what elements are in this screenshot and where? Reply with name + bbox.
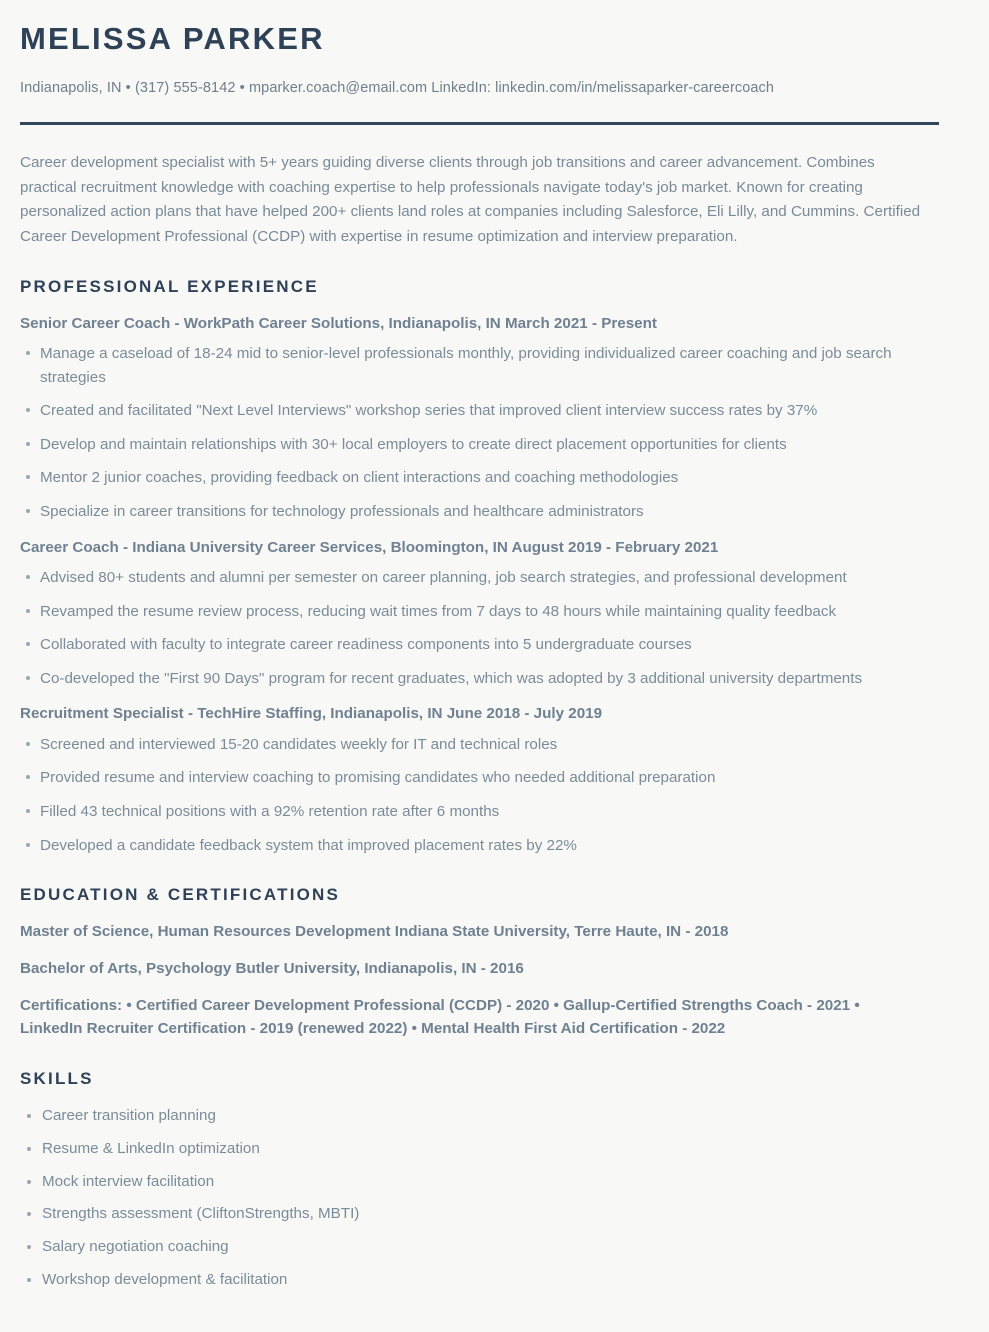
section-education-certifications [20,885,939,1041]
experience-entry [20,538,939,691]
list-item: Resume & LinkedIn optimization [20,1138,939,1161]
list-item: Strengths assessment (CliftonStrengths, MBTI) [20,1203,939,1226]
list-item: Salary negotiation coaching [20,1236,939,1259]
list-item: Co-developed the "First 90 Days" program for recent graduates, which was adopted by 3 additional university departments [20,667,939,691]
list-item: Career transition planning [20,1105,939,1128]
list-item: Provided resume and interview coaching to promising candidates who needed additional preparation [20,766,939,790]
section-professional-experience [20,277,939,857]
list-item: Mock interview facilitation [20,1171,939,1194]
experience-entry [20,314,939,524]
list-item: Advised 80+ students and alumni per semester on career planning, job search strategies, and professional development [20,566,939,590]
job-bullet-list [20,342,939,523]
list-item: Filled 43 technical positions with a 92% retention rate after 6 months [20,800,939,824]
list-item: Develop and maintain relationships with 30+ local employers to create direct placement opportunities for clients [20,433,939,457]
section-title-education: EDUCATION & CERTIFICATIONS [20,885,341,905]
list-item: Manage a caseload of 18-24 mid to senior-level professionals monthly, providing individualized career coaching and job search strategies [20,342,939,389]
section-title-skills: SKILLS [20,1068,94,1088]
list-item: Created and facilitated "Next Level Interviews" workshop series that improved client interview success rates by 37% [20,399,939,423]
list-item: Screened and interviewed 15-20 candidates weekly for IT and technical roles [20,733,939,757]
education-entry: Master of Science, Human Resources Development Indiana State University, Terre Haute, IN - 2018 [20,923,729,941]
list-item: Mentor 2 junior coaches, providing feedback on client interactions and coaching methodologies [20,466,939,490]
experience-entry [20,704,939,857]
list-item: Collaborated with faculty to integrate career readiness components into 5 undergraduate courses [20,633,939,657]
section-skills [20,1069,939,1292]
professional-summary: Career development specialist with 5+ years guiding diverse clients through job transitions and career advancement. Combines practical recruitment knowledge with coaching expertise to help professionals navigate today's job market. Known for creating personalized action plans that have helped 200+ clients land roles at companies including Salesforce, Eli Lilly, and Cummins. Certified Career Development Professional (CCDP) with expertise in resume optimization and interview preparation. [20,154,921,245]
list-item: Revamped the resume review process, reducing wait times from 7 days to 48 hours while maintaining quality feedback [20,600,939,624]
candidate-name: MELISSA PARKER [20,21,325,56]
list-item: Developed a candidate feedback system that improved placement rates by 22% [20,834,939,858]
education-entry: Bachelor of Arts, Psychology Butler University, Indianapolis, IN - 2016 [20,960,524,978]
job-heading: Senior Career Coach - WorkPath Career Solutions, Indianapolis, IN March 2021 - Present [20,314,657,332]
section-title-experience: PROFESSIONAL EXPERIENCE [20,277,319,297]
resume-header [20,22,939,125]
job-bullet-list [20,733,939,857]
job-bullet-list [20,566,939,690]
job-heading: Career Coach - Indiana University Career Services, Bloomington, IN August 2019 - February 2021 [20,538,719,556]
list-item: Workshop development & facilitation [20,1269,939,1292]
skills-list [20,1105,939,1292]
list-item: Specialize in career transitions for technology professionals and healthcare administrators [20,500,939,524]
contact-info-line: Indianapolis, IN • (317) 555-8142 • mparker.coach@email.com LinkedIn: linkedin.com/in/melissaparker-careercoach [20,80,775,97]
certifications-entry: Certifications: • Certified Career Development Professional (CCDP) - 2020 • Gallup-Certified Strengths Coach - 2021 • LinkedIn Recruiter Certification - 2019 (renewed 2022) • Mental Health First Aid Certification - 2022 [20,997,860,1037]
job-heading: Recruitment Specialist - TechHire Staffing, Indianapolis, IN June 2018 - July 2019 [20,705,603,723]
header-divider [20,122,939,125]
